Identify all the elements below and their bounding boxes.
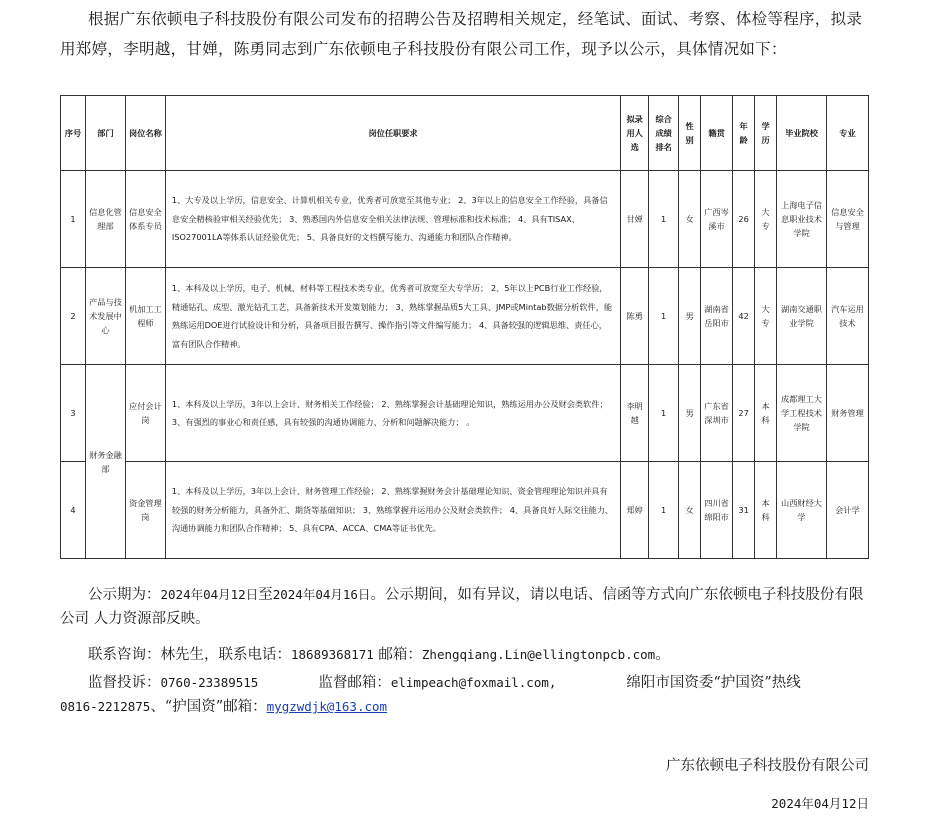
cell-age: 27 (733, 365, 755, 462)
header-dept: 部门 (85, 96, 125, 171)
contact-end: 。 (655, 647, 670, 663)
hotline-label: 绵阳市国资委“护国资”热线 (626, 675, 801, 691)
cell-rank: 1 (649, 462, 679, 559)
cell-edu: 大专 (755, 171, 777, 268)
cell-school: 上海电子信息职业技术学院 (777, 171, 827, 268)
header-name: 拟录用人选 (621, 96, 649, 171)
supervise-label: 监督投诉： (88, 675, 161, 691)
publicity-period (60, 583, 870, 631)
cell-origin: 广西岑溪市 (701, 171, 733, 268)
table-header-row (61, 96, 869, 171)
period-end: 2024年04月16日 (272, 587, 371, 602)
table-row (61, 171, 869, 268)
cell-req: 1、本科及以上学历，3年以上会计、财务相关工作经验； 2、熟练掌握会计基础理论知识，熟练运用办公及财会类软件； 3、有强烈的事业心和责任感，具有较强的沟通协调能力、分析和问题解决能力； 。 (165, 365, 620, 462)
supervise-email-label: 监督邮箱： (318, 675, 391, 691)
cell-major: 会计学 (826, 462, 868, 559)
hotline-email-link[interactable]: mygzwdjk@163.com (266, 699, 388, 714)
contact-email-label: 邮箱： (378, 647, 422, 663)
cell-edu: 大专 (755, 268, 777, 365)
signature-company: 广东依顿电子科技股份有限公司 (666, 758, 869, 774)
period-suffix: 。公示期间，如有异议，请以电话、信函等方式向广东依顿电子科技股份有限公司 人力资源部反映。 (60, 587, 864, 627)
cell-no: 4 (61, 462, 86, 559)
cell-post: 应付会计岗 (125, 365, 165, 462)
period-mid: 至 (258, 587, 273, 603)
header-major: 专业 (826, 96, 868, 171)
header-edu: 学历 (755, 96, 777, 171)
cell-no: 3 (61, 365, 86, 462)
cell-age: 31 (733, 462, 755, 559)
cell-school: 成都理工大学工程技术学院 (777, 365, 827, 462)
table-row (61, 462, 869, 559)
cell-edu: 本科 (755, 462, 777, 559)
cell-school: 湖南交通职业学院 (777, 268, 827, 365)
cell-major: 汽车运用技术 (826, 268, 868, 365)
recruitment-table (60, 95, 869, 559)
period-prefix: 公示期为： (88, 587, 161, 603)
table-row (61, 365, 869, 462)
cell-no: 2 (61, 268, 86, 365)
cell-post: 机加工工程师 (125, 268, 165, 365)
hotline-email-label: 、“护国资”邮箱： (150, 699, 267, 715)
header-gender: 性别 (679, 96, 701, 171)
cell-name: 陈勇 (621, 268, 649, 365)
contact-phone: 18689368171 (291, 647, 374, 662)
cell-req: 1、本科及以上学历，电子、机械、材料等工程技术类专业，优秀者可放宽至大专学历； 2、5年以上PCB行业工作经验，精通钻孔、成型、激光钻孔工艺，具备新技术开发策划能力； 3、熟练掌握品质5大工具、JMP或Mintab数据分析软件，能熟练运用DOE进行试验设计和分析，具备项目报告撰写、操作指引等文件编写能力； 4、具备较强的逻辑思维、责任心，富有团队合作精神。 (165, 268, 620, 365)
period-start: 2024年04月12日 (160, 587, 259, 602)
intro-paragraph: 根据广东依顿电子科技股份有限公司发布的招聘公告及招聘相关规定，经笔试、面试、考察、体检等程序，拟录用郑婷，李明越，甘婵，陈勇同志到广东依顿电子科技股份有限公司工作，现予以公示，具体情况如下： (60, 10, 863, 58)
supervise-email[interactable]: elimpeach@foxmail.com, (390, 675, 557, 690)
cell-origin: 湖南省岳阳市 (701, 268, 733, 365)
cell-name: 郑婷 (621, 462, 649, 559)
cell-major: 信息安全与管理 (826, 171, 868, 268)
signature-date: 2024年04月12日 (771, 796, 869, 811)
cell-edu: 本科 (755, 365, 777, 462)
supervision-block (60, 671, 870, 719)
cell-origin: 四川省绵阳市 (701, 462, 733, 559)
table-row (61, 268, 869, 365)
cell-dept: 信息化管理部 (85, 171, 125, 268)
header-school: 毕业院校 (777, 96, 827, 171)
contact-email[interactable]: Zhengqiang.Lin@ellingtonpcb.com (421, 647, 656, 662)
cell-req: 1、本科及以上学历，3年以上会计、财务管理工作经验； 2、熟练掌握财务会计基础理论知识、资金管理理论知识并具有较强的财务分析能力，具备外汇、期货等基础知识； 3、熟练掌握并运用办公及财会类软件； 4、具备良好人际交往能力、沟通协调能力和团队合作精神； 5、具有CPA、ACCA、CMA等证书优先。 (165, 462, 620, 559)
header-req: 岗位任职要求 (165, 96, 620, 171)
cell-dept-finance: 财务金融部 (85, 365, 125, 559)
contact-line (60, 643, 870, 667)
header-origin: 籍贯 (701, 96, 733, 171)
cell-gender: 女 (679, 171, 701, 268)
cell-gender: 女 (679, 462, 701, 559)
cell-no: 1 (61, 171, 86, 268)
cell-school: 山西财经大学 (777, 462, 827, 559)
cell-age: 42 (733, 268, 755, 365)
header-rank: 综合成绩排名 (649, 96, 679, 171)
cell-dept: 产品与技术发展中心 (85, 268, 125, 365)
hotline-number: 0816-2212875 (60, 699, 151, 714)
header-post: 岗位名称 (125, 96, 165, 171)
cell-post: 信息安全体系专员 (125, 171, 165, 268)
cell-gender: 男 (679, 365, 701, 462)
cell-name: 李明越 (621, 365, 649, 462)
cell-name: 甘婵 (621, 171, 649, 268)
contact-label: 联系咨询：林先生，联系电话： (88, 647, 291, 663)
cell-rank: 1 (649, 268, 679, 365)
header-age: 年龄 (733, 96, 755, 171)
cell-gender: 男 (679, 268, 701, 365)
cell-req: 1、大专及以上学历，信息安全、计算机相关专业，优秀者可放宽至其他专业； 2、3年以上的信息安全工作经验，具备信息安全精核验审相关经验优先； 3、熟悉国内外信息安全相关法律法规、管理标准和技术标准； 4、具有TISAX、ISO27001LA等体系认证经验优先； 5、具备良好的文档撰写能力、沟通能力和团队合作精神。 (165, 171, 620, 268)
cell-major: 财务管理 (826, 365, 868, 462)
cell-age: 26 (733, 171, 755, 268)
cell-post: 资金管理岗 (125, 462, 165, 559)
cell-rank: 1 (649, 171, 679, 268)
header-no: 序号 (61, 96, 86, 171)
cell-rank: 1 (649, 365, 679, 462)
supervise-phone: 0760-23389515 (160, 675, 259, 690)
cell-origin: 广东省深圳市 (701, 365, 733, 462)
